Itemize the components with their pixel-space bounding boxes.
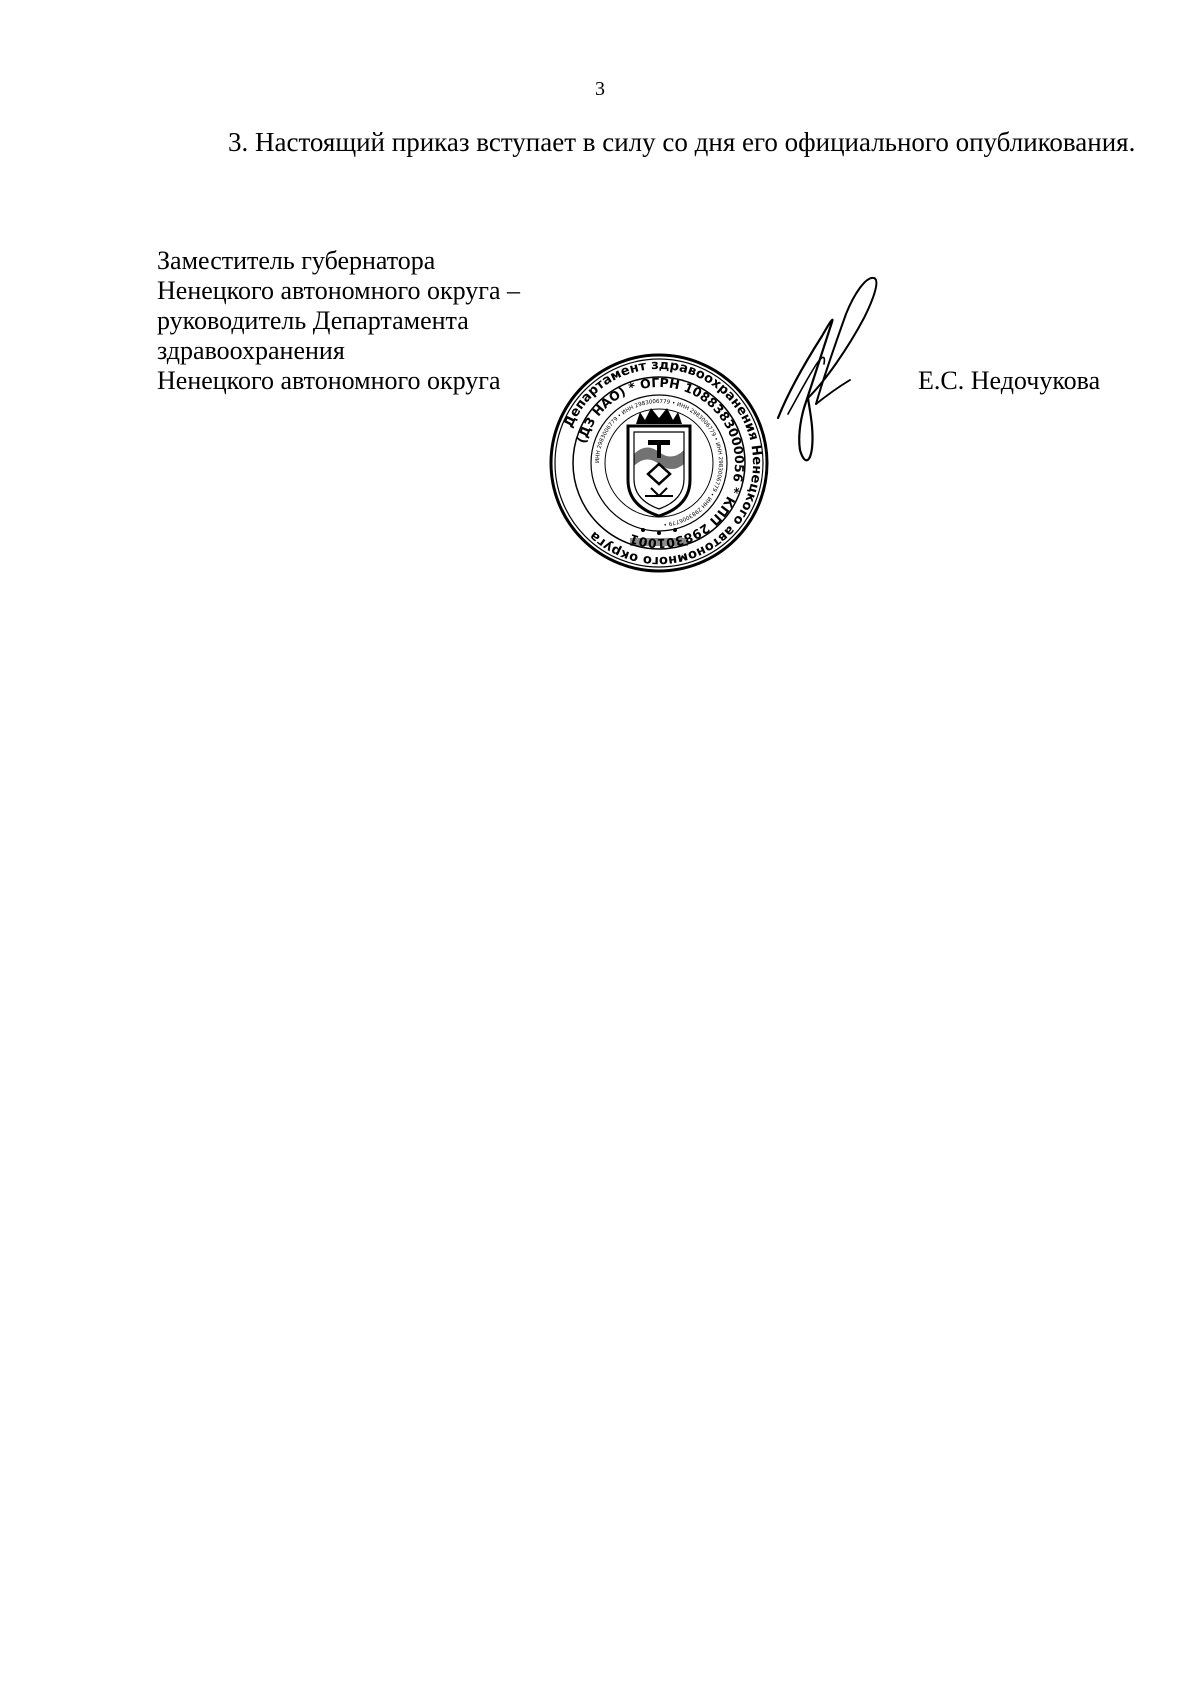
seal-middle-text: (ДЗ НАО) * ОГРН 1088383000056 * КПП 298301001 (573, 374, 748, 552)
position-line: Заместитель губернатора (157, 246, 436, 275)
position-line: здравоохранения (157, 336, 345, 365)
position-line: руководитель Департамента (157, 306, 469, 335)
position-line: Ненецкого автономного округа (157, 366, 501, 395)
official-round-seal-icon (548, 352, 770, 574)
page-number: 3 (595, 78, 605, 100)
seal-inner-text: ИНН 2983006779 • ИНН 2983006779 • ИНН 2983006779 • ИНН 2983006779 • ИНН 2983006779 • (594, 398, 724, 527)
signer-name: Е.С. Недочукова (918, 366, 1101, 395)
seal-outer-text: Департамент здравоохранения Ненецкого автономного округа (561, 357, 765, 569)
position-line: Ненецкого автономного округа – (157, 276, 520, 305)
signer-position (157, 246, 520, 396)
order-paragraph: 3. Настоящий приказ вступает в силу со дня его официального опубликования. (228, 127, 1136, 157)
handwritten-signature-icon (770, 268, 890, 478)
coat-of-arms-icon (628, 408, 690, 516)
